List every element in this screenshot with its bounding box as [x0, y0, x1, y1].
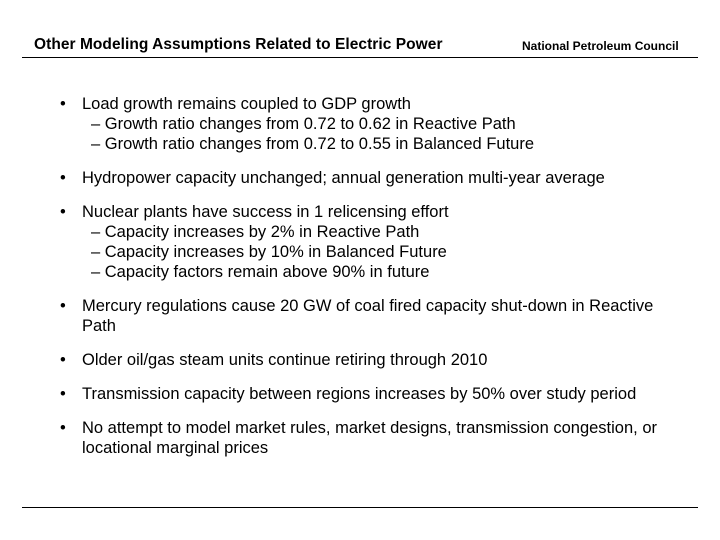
bullet-list — [58, 94, 658, 472]
bullet-text: Hydropower capacity unchanged; annual generation multi-year average — [82, 169, 605, 187]
slide-title: Other Modeling Assumptions Related to Electric Power — [34, 36, 443, 53]
bullet-text: No attempt to model market rules, market designs, transmission congestion, or locational marginal prices — [82, 419, 657, 457]
bullet-text: Older oil/gas steam units continue retiring through 2010 — [82, 351, 488, 369]
bullet-text: Transmission capacity between regions increases by 50% over study period — [82, 385, 637, 403]
bullet-dot: • — [60, 385, 66, 403]
bullet-item — [58, 202, 658, 282]
bullet-item — [58, 350, 658, 370]
sub-bullet-list — [82, 222, 658, 282]
sub-bullet-item: – Capacity factors remain above 90% in future — [91, 263, 430, 281]
bullet-dot: • — [60, 297, 66, 315]
bullet-item — [58, 384, 658, 404]
sub-bullet-item: – Capacity increases by 2% in Reactive Path — [91, 223, 420, 241]
sub-bullet-item: – Growth ratio changes from 0.72 to 0.55 in Balanced Future — [91, 135, 535, 153]
bullet-dot: • — [60, 95, 66, 113]
footer-divider — [22, 507, 698, 508]
bullet-dot: • — [60, 169, 66, 187]
bullet-dot: • — [60, 351, 66, 369]
sub-bullet-item: – Growth ratio changes from 0.72 to 0.62 in Reactive Path — [91, 115, 516, 133]
bullet-item — [58, 296, 658, 336]
bullet-text: Load growth remains coupled to GDP growth — [82, 95, 411, 113]
header-divider — [22, 57, 698, 58]
slide-header — [0, 0, 720, 60]
bullet-dot: • — [60, 419, 66, 437]
bullet-text: Mercury regulations cause 20 GW of coal fired capacity shut-down in Reactive Path — [82, 297, 654, 335]
bullet-item — [58, 418, 658, 458]
bullet-item — [58, 94, 658, 154]
sub-bullet-list — [82, 114, 658, 154]
bullet-dot: • — [60, 203, 66, 221]
bullet-item — [58, 168, 658, 188]
sub-bullet-item: – Capacity increases by 10% in Balanced Future — [91, 243, 447, 261]
organization-name: National Petroleum Council — [522, 39, 679, 53]
bullet-text: Nuclear plants have success in 1 relicensing effort — [82, 203, 449, 221]
